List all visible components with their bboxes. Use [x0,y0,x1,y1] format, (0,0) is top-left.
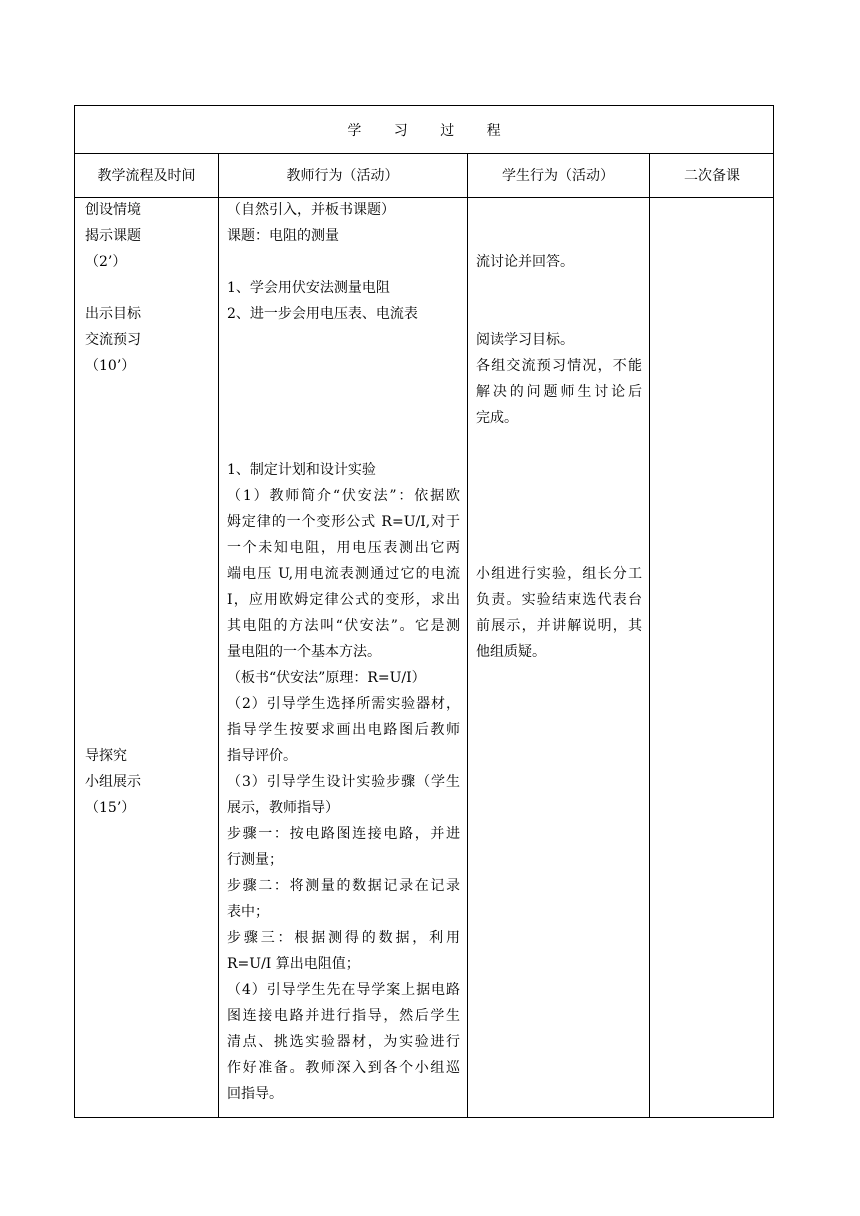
text-line [85,613,213,639]
text-line: 1、学会用伏安法测量电阻 [227,280,390,296]
text-line: 前展示，并讲解说明，其 [476,618,642,634]
flow-time-cell [85,197,213,1117]
text-line: 1、制定计划和设计实验 [227,462,376,478]
text-line [476,457,642,483]
text-line: 步骤一：按电路图连接电路，并进 [227,826,460,842]
text-line: 行测量； [227,852,283,868]
second-prep-cell [658,197,768,1117]
header-flow-time: 教学流程及时间 [97,168,196,184]
text-line [85,509,213,535]
divider [649,153,650,1117]
text-line: 其电阻的方法叫“伏安法”。它是测 [227,618,460,634]
text-line [227,431,460,457]
text-line [227,379,460,405]
text-line [85,275,213,301]
text-line [85,431,213,457]
text-line [227,405,460,431]
text-line [476,301,642,327]
text-line [476,431,642,457]
text-line: I，应用欧姆定律公式的变形，求出 [227,592,460,608]
header-second-prep: 二次备课 [684,168,740,184]
text-line [85,535,213,561]
text-line: 完成。 [476,410,518,426]
text-line: （15’） [85,800,136,816]
text-line: 步骤三：根据测得的数据，利用 [227,930,460,946]
text-line: （2）引导学生选择所需实验器材， [227,696,460,712]
text-line [227,249,460,275]
table-title: 学 习 过 程 [347,122,515,139]
text-line: 他组质疑。 [476,644,546,660]
text-line: （1）教师简介“伏安法”：依据欧 [227,488,460,504]
text-line: 作好准备。教师深入到各个小组巡 [227,1060,460,1076]
text-line: 解决的问题师生讨论后 [476,384,642,400]
text-line: 流讨论并回答。 [476,254,574,270]
student-activity-cell [476,197,642,1117]
text-line: 量电阻的一个基本方法。 [227,644,381,660]
text-line: 交流预习 [85,332,141,348]
text-line: （自然引入，并板书课题） [227,202,395,218]
text-line: 表中； [227,904,269,920]
text-line: 负责。实验结束选代表台 [476,592,642,608]
text-line [476,275,642,301]
text-line: 小组进行实验，组长分工 [476,566,642,582]
text-line [476,223,642,249]
text-line: （2’） [85,254,127,270]
header-student-activity: 学生行为（活动） [502,168,614,184]
text-line: 回指导。 [227,1086,283,1102]
divider [467,153,468,1117]
text-line [85,587,213,613]
text-line [85,405,213,431]
text-line [476,535,642,561]
text-line: （4）引导学生先在导学案上据电路 [227,982,460,998]
text-line: 指导评价。 [227,748,297,764]
text-line [227,353,460,379]
text-line: 出示目标 [85,306,141,322]
header-teacher-activity: 教师行为（活动） [286,168,399,184]
text-line: 展示，教师指导） [227,800,339,816]
text-line: 揭示课题 [85,228,141,244]
text-line: 端电压 U,用电流表测通过它的电流 [227,566,460,582]
text-line: 图连接电路并进行指导，然后学生 [227,1008,460,1024]
text-line [227,327,460,353]
divider [218,153,219,1117]
text-line: （10’） [85,358,136,374]
text-line: R=U/I 算出电阻值； [227,956,360,972]
text-line [85,561,213,587]
text-line [85,379,213,405]
lesson-process-table [74,105,774,1118]
text-line: 步骤二：将测量的数据记录在记录 [227,878,460,894]
text-line: 小组展示 [85,774,141,790]
text-line [476,197,642,223]
text-line: 指导学生按要求画出电路图后教师 [227,722,460,738]
teacher-activity-cell [227,197,460,1117]
text-line [476,509,642,535]
text-line: 各组交流预习情况，不能 [476,358,642,374]
text-line [85,691,213,717]
text-line [85,457,213,483]
text-line: 创设情境 [85,202,141,218]
text-line: （板书“伏安法”原理：R=U/I） [227,670,426,686]
text-line [85,717,213,743]
text-line: 姆定律的一个变形公式 R=U/I,对于 [227,514,460,530]
text-line: 一个未知电阻，用电压表测出它两 [227,540,460,556]
text-line: 清点、挑选实验器材，为实验进行 [227,1034,460,1050]
text-line: 阅读学习目标。 [476,332,574,348]
text-line: 导探究 [85,748,127,764]
text-line [476,483,642,509]
text-line [85,665,213,691]
text-line: 课题：电阻的测量 [227,228,339,244]
text-line: （3）引导学生设计实验步骤（学生 [227,774,460,790]
text-line [85,639,213,665]
text-line: 2、进一步会用电压表、电流表 [227,306,418,322]
text-line [85,483,213,509]
